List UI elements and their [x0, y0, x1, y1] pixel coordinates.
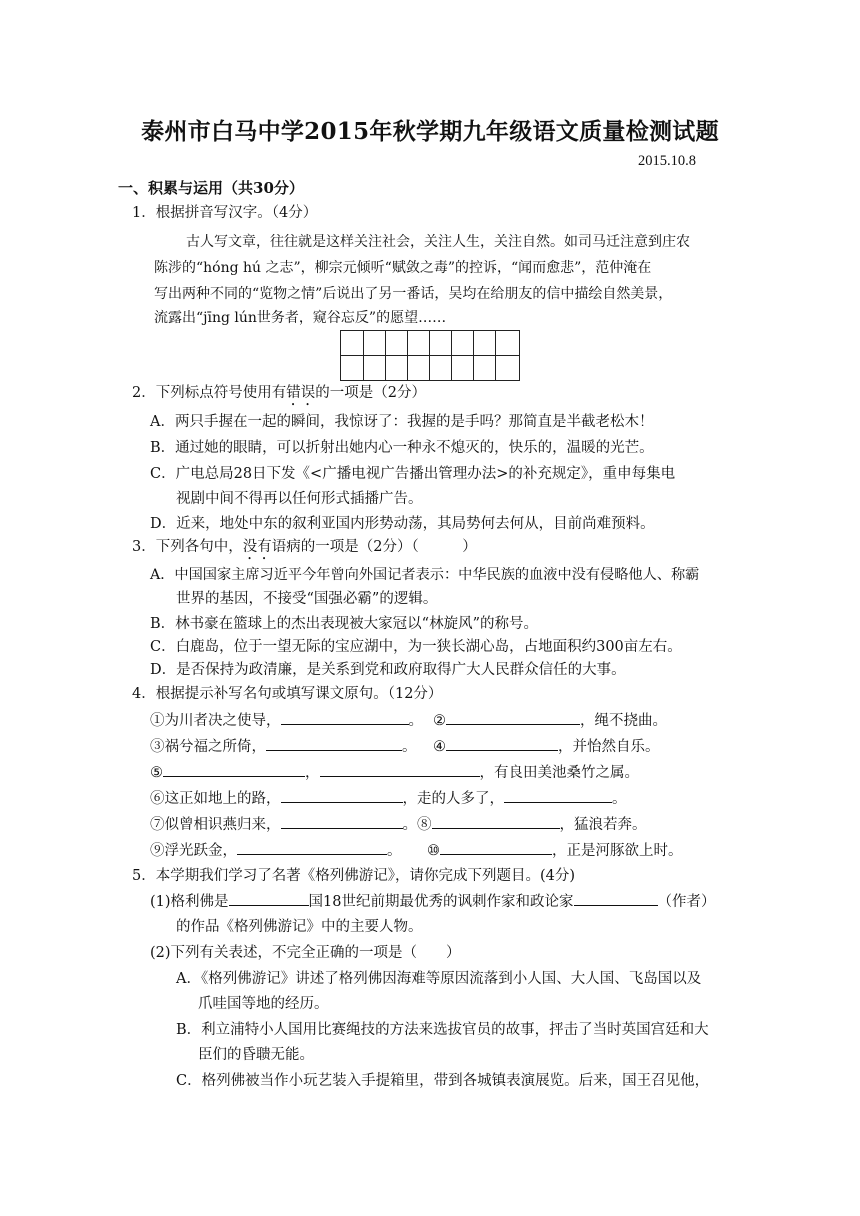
fill-blank[interactable]	[504, 788, 612, 803]
q4-line: ④ ，并怡然自乐。	[433, 736, 660, 757]
section-heading: 一、积累与运用（共30分）	[118, 179, 304, 197]
fill-blank[interactable]	[163, 762, 305, 777]
page-title: 泰州市白马中学2015年秋学期九年级语文质量检测试题	[141, 118, 719, 145]
fill-blank[interactable]	[574, 891, 658, 906]
q3-option-a-cont: 世界的基因，不接受“国强必霸”的逻辑。	[176, 591, 438, 607]
fill-blank[interactable]	[446, 710, 580, 725]
q3-option-a: A．中国国家主席习近平今年曾向外国记者表示：中华民族的血液中没有侵略他人、称霸	[150, 567, 700, 583]
q2-option-b: B．通过她的眼睛，可以折射出她内心一种永不熄灭的，快乐的，温暖的光芒。	[150, 440, 654, 456]
fill-blank[interactable]	[281, 814, 403, 829]
q4-line: ⑨浮光跃金， 。	[150, 840, 402, 861]
fill-blank[interactable]	[266, 736, 402, 751]
q3-stem: 3．下列各句中，没有语病的一项是（2分）（ ）	[132, 539, 477, 555]
fill-blank[interactable]	[237, 840, 387, 855]
q5-option-c: C．格列佛被当作小玩艺装入手提箱里，带到各城镇表演展览。后来，国王召见他，	[176, 1073, 710, 1089]
fill-blank[interactable]	[281, 788, 403, 803]
q4-line: ⑩ ，正是河豚欲上时。	[427, 840, 683, 861]
q5-stem: 5．本学期我们学习了名著《格列佛游记》，请你完成下列题目。(4分)	[132, 868, 576, 884]
q1-passage-line: 流露出“jīng lún世务者，窥谷忘反”的愿望……	[154, 310, 447, 326]
q5-option-a-cont: 爪哇国等地的经历。	[198, 996, 329, 1012]
q1-passage-line: 陈涉的“hóng hú 之志”，柳宗元倾听“赋敛之毒”的控诉，“闻而愈悲”，范仲淹在	[154, 260, 652, 276]
q1-stem: 1．根据拼音写汉字。（4分）	[132, 205, 318, 221]
q5-option-b-cont: 臣们的昏聩无能。	[198, 1047, 314, 1063]
fill-blank[interactable]	[440, 840, 552, 855]
q4-line: ② ，绳不挠曲。	[433, 710, 667, 731]
q2-option-c: C．广电总局28日下发《<广播电视广告播出管理办法>的补充规定》，重申每集电	[150, 466, 676, 482]
q2-option-d: D．近来，地处中东的叙利亚国内形势动荡，其局势何去何从，目前尚难预料。	[150, 516, 655, 532]
q3-option-d: D．是否保持为政清廉，是关系到党和政府取得广大人民群众信任的大事。	[150, 662, 626, 678]
answer-grid[interactable]	[340, 330, 520, 381]
q5-sub1: (1)格利佛是 国18世纪前期最优秀的讽刺作家和政论家 （作者）	[150, 891, 716, 912]
fill-blank[interactable]	[281, 710, 409, 725]
fill-blank[interactable]	[432, 814, 560, 829]
exam-date: 2015.10.8	[638, 153, 696, 169]
q4-line: ⑤ ， ，有良田美池桑竹之属。	[150, 762, 639, 783]
fill-blank[interactable]	[229, 891, 309, 906]
q4-line: ⑥这正如地上的路， ，走的人多了， 。	[150, 788, 627, 809]
q4-stem: 4．根据提示补写名句或填写课文原句。（12分）	[132, 686, 443, 702]
fill-blank[interactable]	[446, 736, 558, 751]
emphasis-text: 错误	[286, 385, 316, 401]
fill-blank[interactable]	[320, 762, 480, 777]
q1-passage-line: 写出两种不同的“览物之情”后说出了另一番话，吴均在给朋友的信中描绘自然美景，	[154, 286, 673, 302]
q4-line: ⑦似曾相识燕归来， 。⑧ ，猛浪若奔。	[150, 814, 647, 835]
q2-option-a: A．两只手握在一起的瞬间，我惊讶了：我握的是手吗？那简直是半截老松木！	[150, 414, 654, 430]
q3-option-c: C．白鹿岛，位于一望无际的宝应湖中，为一狭长湖心岛，占地面积约300亩左右。	[150, 639, 682, 655]
q5-sub1-cont: 的作品《格列佛游记》中的主要人物。	[176, 919, 423, 935]
q5-sub2: (2)下列有关表述，不完全正确的一项是（ ）	[150, 945, 461, 961]
emphasis-text: 没有	[242, 539, 272, 555]
q4-line: ①为川者决之使导， 。	[150, 710, 423, 731]
q2-stem: 2．下列标点符号使用有错误的一项是（2分）	[132, 385, 426, 401]
q2-option-c-cont: 视剧中间不得再以任何形式插播广告。	[176, 491, 423, 507]
q5-option-a: A．《格列佛游记》讲述了格列佛因海难等原因流落到小人国、大人国、飞岛国以及	[176, 971, 702, 987]
q4-line: ③祸兮福之所倚， 。	[150, 736, 417, 757]
q1-passage-line: 古人写文章，往往就是这样关注社会，关注人生，关注自然。如司马迁注意到庄农	[186, 234, 690, 250]
q5-option-b: B．利立浦特小人国用比赛绳技的方法来选拔官员的故事，抨击了当时英国宫廷和大	[176, 1022, 709, 1038]
q3-option-b: B．林书豪在篮球上的杰出表现被大家冠以“林旋风”的称号。	[150, 616, 538, 632]
